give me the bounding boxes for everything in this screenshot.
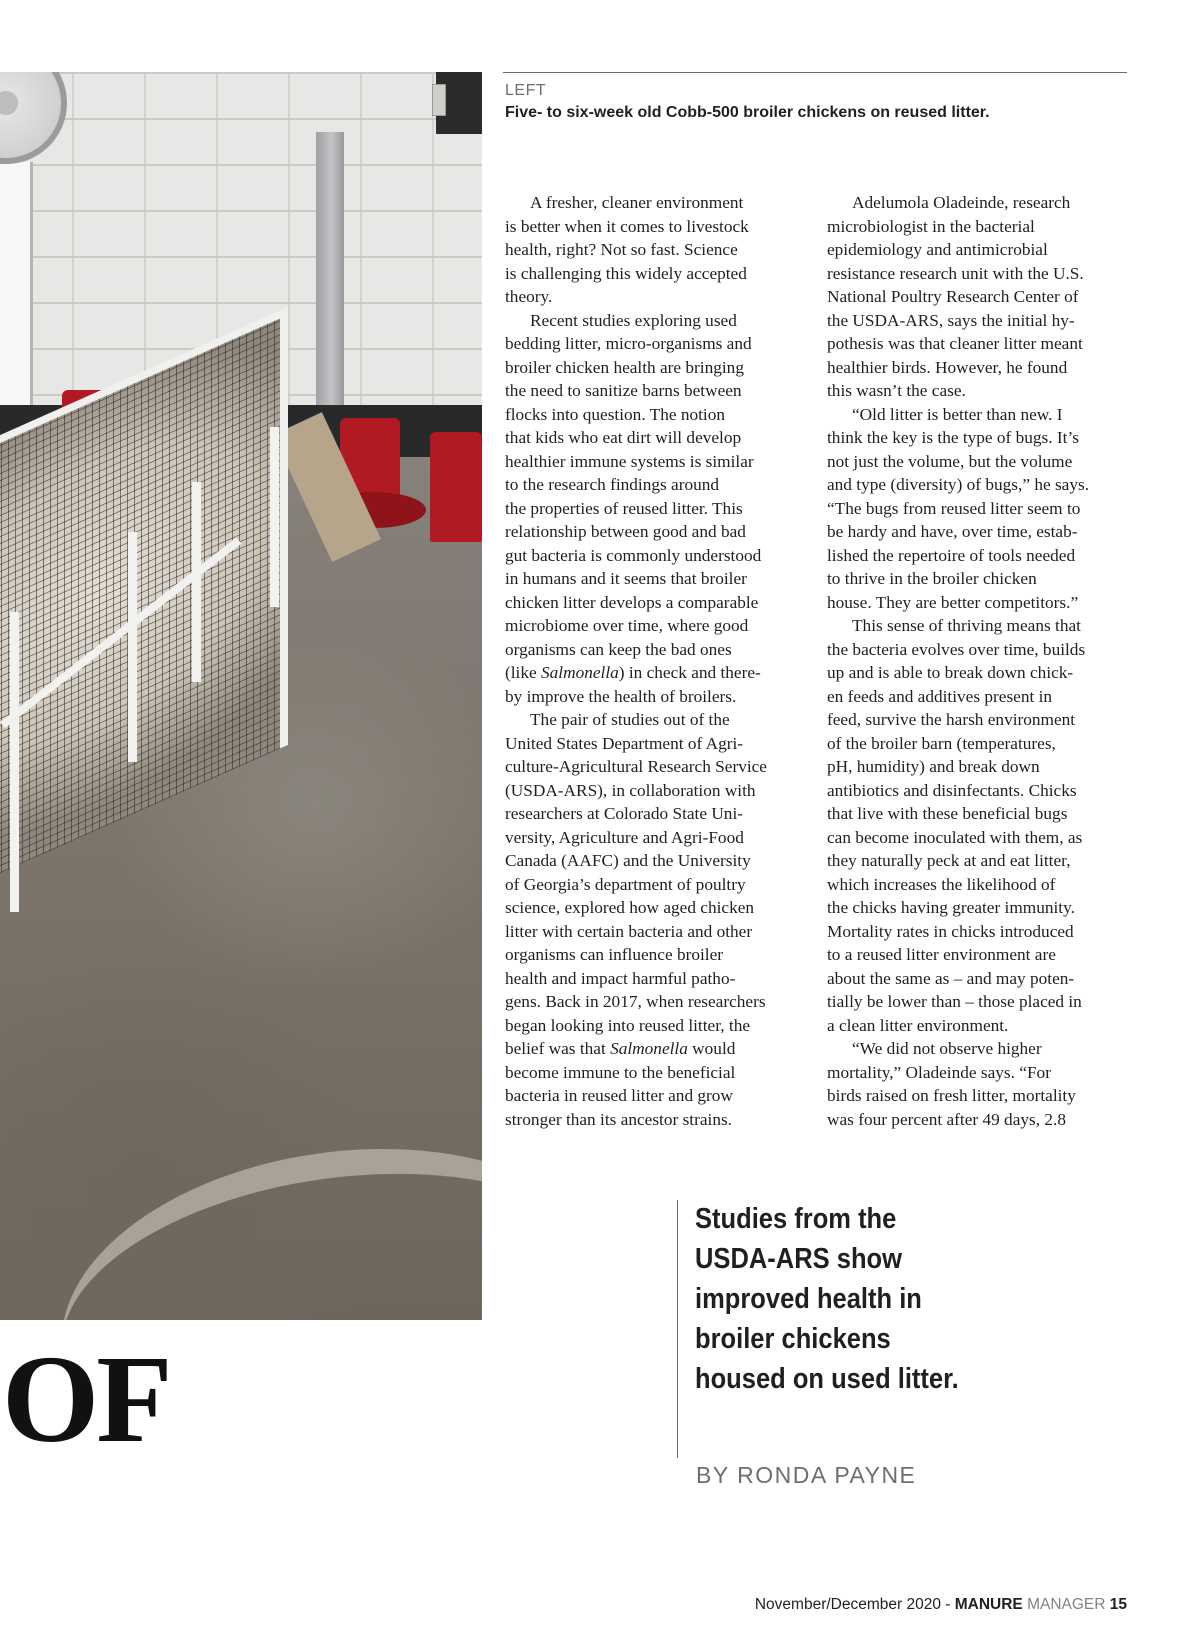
pen-post	[270, 427, 279, 607]
article-paragraph	[827, 191, 1133, 403]
byline: BY RONDA PAYNE	[696, 1462, 917, 1488]
text-line: is challenging this widely accepted	[505, 263, 747, 283]
pull-quote-line: housed on used litter.	[695, 1363, 959, 1395]
text-line: science, explored how aged chicken	[505, 898, 755, 917]
magazine-name-light: MANAGER	[1022, 1596, 1110, 1613]
text-line: litter with certain bacteria and other	[505, 921, 753, 941]
text-line: become immune to the beneficial	[505, 1062, 736, 1082]
pull-quote-line: Studies from the	[695, 1203, 897, 1235]
text-line: a clean litter environment.	[827, 1015, 1009, 1035]
headline-fragment: OF	[2, 1331, 170, 1469]
article-paragraph	[827, 1037, 1133, 1131]
text-line: gut bacteria is commonly understood	[505, 545, 762, 565]
text-line: they naturally peck at and eat litter,	[827, 851, 1071, 870]
pull-quote-rule	[677, 1200, 678, 1458]
text-line: antibiotics and disinfectants. Chicks	[827, 780, 1077, 800]
text-line: A fresher, cleaner environment	[530, 193, 744, 212]
text-line: stronger than its ancestor strains.	[505, 1109, 733, 1129]
text-line: Recent studies exploring used	[530, 310, 737, 330]
text-line: and type (diversity) of bugs,” he says.	[827, 475, 1090, 494]
text-line: pH, humidity) and break down	[827, 757, 1040, 776]
text-line: was four percent after 49 days, 2.8	[827, 1109, 1066, 1129]
text-line: up and is able to break down chick-	[827, 663, 1074, 682]
pull-quote-line: improved health in	[695, 1283, 922, 1315]
text-line: the need to sanitize barns between	[505, 381, 742, 400]
text-line: bedding litter, micro-organisms and	[505, 334, 752, 353]
text-line: resistance research unit with the U.S.	[827, 263, 1084, 283]
text-line: flocks into question. The notion	[505, 404, 725, 424]
text-line: (USDA-ARS), in collaboration with	[505, 780, 756, 800]
text-line: of Georgia’s department of poultry	[505, 874, 746, 894]
text-line: culture-Agricultural Research Service	[505, 757, 767, 776]
pen-post	[192, 482, 201, 682]
text-line: organisms can influence broiler	[505, 945, 724, 964]
text-line: of the broiler barn (temperatures,	[827, 733, 1056, 753]
barn-window	[0, 162, 33, 442]
issue-date: November/December 2020 -	[754, 1596, 955, 1613]
article-paragraph	[505, 708, 811, 1131]
text-line: to a reused litter environment are	[827, 945, 1056, 964]
pull-quote-line: USDA-ARS show	[695, 1243, 903, 1275]
magazine-name-bold: MANURE	[954, 1596, 1023, 1613]
text-line: not just the volume, but the volume	[827, 451, 1073, 471]
text-line: organisms can keep the bad ones	[505, 639, 732, 659]
text-line: Canada (AAFC) and the University	[505, 851, 751, 870]
text-line: by improve the health of broilers.	[505, 686, 737, 706]
text-line: belief was that Salmonella would	[505, 1039, 736, 1058]
text-line: health, right? Not so fast. Science	[505, 240, 738, 259]
caption-label: LEFT	[505, 82, 547, 99]
text-line: health and impact harmful patho-	[505, 968, 736, 988]
text-line: researchers at Colorado State Uni-	[505, 804, 744, 823]
text-line: about the same as – and may poten-	[827, 968, 1075, 988]
text-line: microbiologist in the bacterial	[827, 216, 1035, 236]
text-line: Mortality rates in chicks introduced	[827, 921, 1074, 941]
text-line: “The bugs from reused litter seem to	[827, 498, 1081, 518]
text-line: versity, Agriculture and Agri-Food	[505, 827, 744, 847]
text-line: This sense of thriving means that	[852, 616, 1081, 635]
text-line: to the research findings around	[505, 475, 720, 494]
text-line: is better when it comes to livestock	[505, 216, 749, 236]
article-column-1	[505, 191, 811, 1131]
text-line: pothesis was that cleaner litter meant	[827, 334, 1083, 353]
red-feeder	[430, 432, 482, 542]
text-line: microbiome over time, where good	[505, 616, 749, 635]
text-line: chicken litter develops a comparable	[505, 592, 759, 612]
text-line: tially be lower than – those placed in	[827, 992, 1082, 1011]
text-line: broiler chicken health are bringing	[505, 357, 744, 377]
text-line: en feeds and additives present in	[827, 686, 1053, 706]
page-number: 15	[1109, 1596, 1127, 1613]
text-line: to thrive in the broiler chicken	[827, 569, 1037, 588]
caption-rule	[503, 72, 1127, 73]
text-line: lished the repertoire of tools needed	[827, 545, 1076, 565]
text-line: the chicks having greater immunity.	[827, 898, 1075, 917]
text-line: this wasn’t the case.	[827, 381, 966, 400]
text-line: think the key is the type of bugs. It’s	[827, 428, 1079, 447]
text-line: “We did not observe higher	[852, 1039, 1042, 1058]
article-paragraph	[505, 191, 811, 309]
text-line: National Poultry Research Center of	[827, 287, 1079, 306]
text-line: birds raised on fresh litter, mortality	[827, 1086, 1076, 1105]
text-line: which increases the likelihood of	[827, 874, 1056, 894]
text-line: theory.	[505, 287, 553, 306]
text-line: healthier birds. However, he found	[827, 357, 1068, 377]
pull-quote-line: broiler chickens	[695, 1323, 891, 1355]
text-line: Adelumola Oladeinde, research	[852, 193, 1071, 212]
text-line: (like Salmonella) in check and there-	[505, 663, 761, 682]
text-line: relationship between good and bad	[505, 522, 746, 541]
text-line: healthier immune systems is similar	[505, 451, 754, 471]
article-paragraph	[827, 614, 1133, 1037]
caption-text: Five- to six-week old Cobb-500 broiler chickens on reused litter.	[505, 104, 990, 121]
text-line: the properties of reused litter. This	[505, 498, 743, 518]
text-line: bacteria in reused litter and grow	[505, 1086, 733, 1105]
text-line: began looking into reused litter, the	[505, 1015, 751, 1035]
text-line: gens. Back in 2017, when researchers	[505, 992, 766, 1011]
text-line: in humans and it seems that broiler	[505, 569, 747, 588]
article-column-2	[827, 191, 1133, 1131]
article-photo	[0, 72, 482, 1320]
text-line: that live with these beneficial bugs	[827, 804, 1068, 823]
text-line: feed, survive the harsh environment	[827, 710, 1076, 729]
article-paragraph	[505, 309, 811, 709]
pen-post	[128, 532, 137, 762]
page-footer	[755, 1596, 1127, 1614]
text-line: The pair of studies out of the	[530, 710, 730, 729]
pull-quote	[695, 1199, 1082, 1399]
pen-post	[10, 612, 19, 912]
text-line: the USDA-ARS, says the initial hy-	[827, 310, 1075, 330]
text-line: mortality,” Oladeinde says. “For	[827, 1062, 1051, 1082]
text-line: be hardy and have, over time, estab-	[827, 522, 1078, 541]
text-line: house. They are better competitors.”	[827, 592, 1079, 612]
text-line: “Old litter is better than new. I	[852, 404, 1063, 424]
text-line: can become inoculated with them, as	[827, 827, 1083, 847]
text-line: the bacteria evolves over time, builds	[827, 639, 1086, 659]
light-switch	[432, 84, 446, 116]
article-paragraph	[827, 403, 1133, 615]
text-line: United States Department of Agri-	[505, 733, 744, 753]
text-line: that kids who eat dirt will develop	[505, 428, 742, 447]
text-line: epidemiology and antimicrobial	[827, 240, 1048, 259]
